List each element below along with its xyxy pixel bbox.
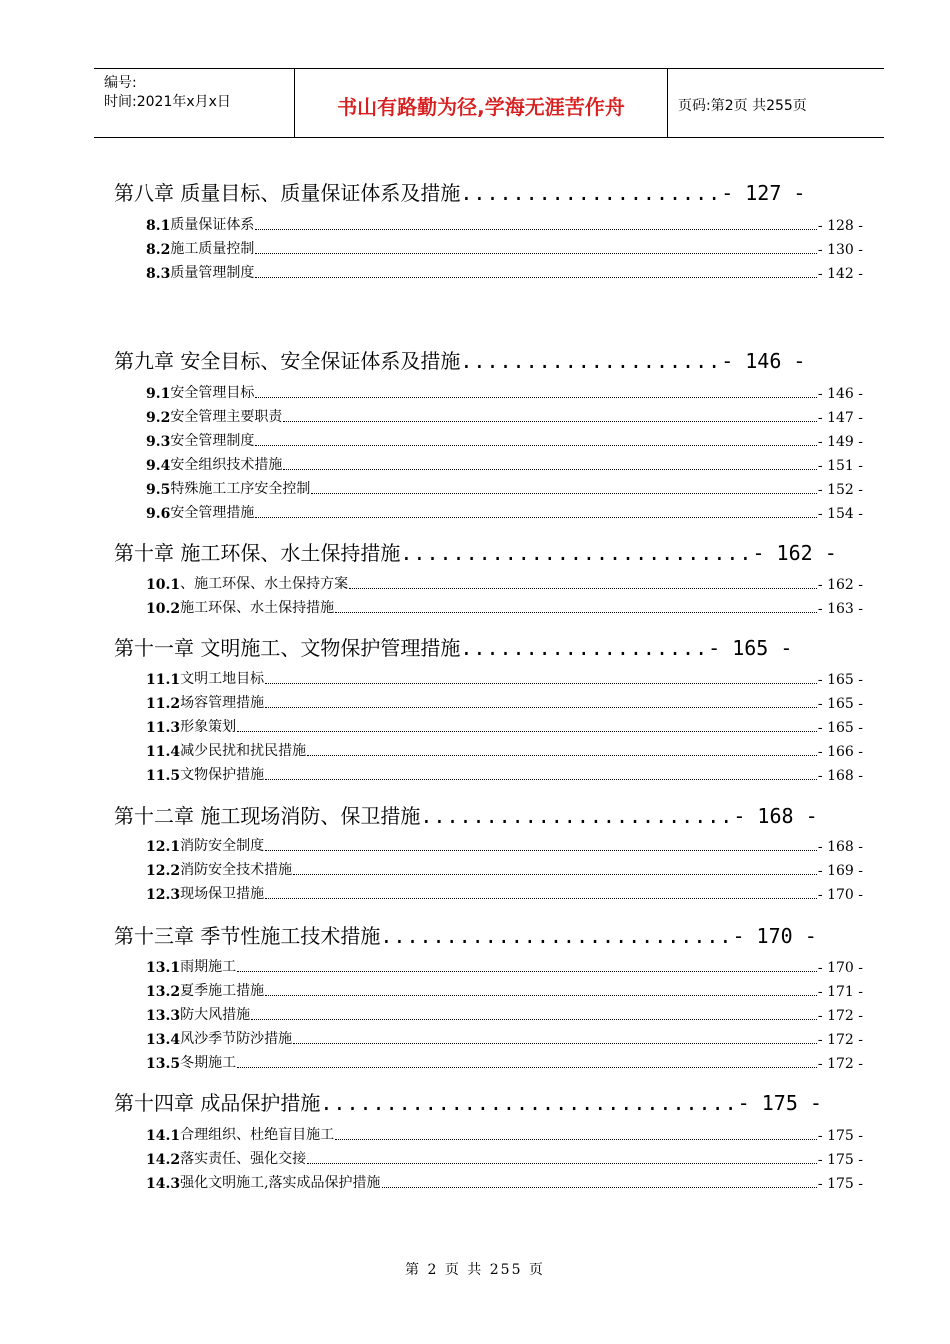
entry-leader-dots bbox=[237, 1066, 817, 1068]
entry-title: 形象策划 bbox=[180, 719, 237, 735]
entry-leader-dots bbox=[237, 970, 817, 972]
toc-entry[interactable] bbox=[146, 454, 863, 474]
entry-page-number: - 152 - bbox=[817, 482, 863, 498]
entry-leader-dots bbox=[283, 468, 817, 470]
entry-leader-dots bbox=[251, 1018, 817, 1020]
entry-title: 消防安全制度 bbox=[180, 838, 265, 854]
toc-entry[interactable] bbox=[146, 430, 863, 450]
entry-title: 冬期施工 bbox=[180, 1055, 237, 1071]
entry-page-number: - 175 - bbox=[817, 1176, 863, 1192]
entry-number: 12.3 bbox=[146, 887, 181, 903]
entry-title: 安全管理制度 bbox=[170, 433, 255, 449]
entry-leader-dots bbox=[382, 1186, 817, 1188]
entry-title: 施工环保、水土保持措施 bbox=[180, 600, 335, 616]
entry-page-number: - 169 - bbox=[817, 863, 863, 879]
entry-number: 14.1 bbox=[146, 1128, 181, 1144]
entry-title: 施工质量控制 bbox=[170, 241, 255, 257]
toc-entry[interactable] bbox=[146, 859, 863, 879]
entry-number: 13.5 bbox=[146, 1056, 181, 1072]
entry-leader-dots bbox=[255, 444, 817, 446]
entry-title: 落实责任、强化交接 bbox=[180, 1151, 307, 1167]
entry-leader-dots bbox=[255, 396, 817, 398]
entry-title: 文明工地目标 bbox=[180, 671, 265, 687]
entry-leader-dots bbox=[265, 682, 817, 684]
header-motto-cell bbox=[295, 69, 668, 137]
entry-page-number: - 165 - bbox=[817, 720, 863, 736]
chapter-title: 第十四章 成品保护措施 bbox=[114, 1091, 321, 1115]
entry-leader-dots bbox=[255, 228, 817, 230]
entry-number: 13.4 bbox=[146, 1032, 181, 1048]
entry-leader-dots bbox=[335, 611, 817, 613]
entry-page-number: - 175 - bbox=[817, 1128, 863, 1144]
entry-number: 13.3 bbox=[146, 1008, 181, 1024]
entry-leader-dots bbox=[265, 849, 817, 851]
entry-page-number: - 168 - bbox=[817, 768, 863, 784]
entry-leader-dots bbox=[265, 778, 817, 780]
entry-leader-dots bbox=[265, 706, 817, 708]
entry-number: 14.2 bbox=[146, 1152, 181, 1168]
toc-entry[interactable] bbox=[146, 1028, 863, 1048]
toc-entry[interactable] bbox=[146, 502, 863, 522]
entry-page-number: - 171 - bbox=[817, 984, 863, 1000]
entry-page-number: - 151 - bbox=[817, 458, 863, 474]
entry-leader-dots bbox=[293, 873, 817, 875]
page-footer: 第 2 页 共 255 页 bbox=[405, 1262, 545, 1278]
entry-number: 11.3 bbox=[146, 720, 181, 736]
chapter-heading[interactable] bbox=[114, 800, 818, 829]
chapter-title: 第十二章 施工现场消防、保卫措施 bbox=[114, 804, 421, 828]
toc-entry[interactable] bbox=[146, 956, 863, 976]
entry-page-number: - 175 - bbox=[817, 1152, 863, 1168]
chapter-title: 第九章 安全目标、安全保证体系及措施 bbox=[114, 349, 461, 373]
entry-leader-dots bbox=[237, 730, 817, 732]
toc-entry[interactable] bbox=[146, 262, 863, 282]
chapter-page-number: - 146 - bbox=[721, 349, 806, 373]
entry-page-number: - 130 - bbox=[817, 242, 863, 258]
entry-number: 11.4 bbox=[146, 744, 181, 760]
toc-entry[interactable] bbox=[146, 573, 863, 593]
entry-leader-dots bbox=[307, 1162, 817, 1164]
entry-title: 雨期施工 bbox=[180, 959, 237, 975]
entry-page-number: - 172 - bbox=[817, 1008, 863, 1024]
entry-number: 9.4 bbox=[146, 458, 171, 474]
entry-title: 减少民扰和扰民措施 bbox=[180, 743, 307, 759]
chapter-leader-dots: ........................... bbox=[380, 924, 733, 948]
entry-number: 11.5 bbox=[146, 768, 181, 784]
entry-title: 强化文明施工,落实成品保护措施 bbox=[180, 1175, 381, 1191]
toc-entry[interactable] bbox=[146, 597, 863, 617]
entry-page-number: - 149 - bbox=[817, 434, 863, 450]
entry-leader-dots bbox=[349, 587, 817, 589]
entry-leader-dots bbox=[255, 252, 817, 254]
toc-entry[interactable] bbox=[146, 692, 863, 712]
toc-entry[interactable] bbox=[146, 406, 863, 426]
entry-title: 场容管理措施 bbox=[180, 695, 265, 711]
entry-title: 特殊施工工序安全控制 bbox=[170, 481, 311, 497]
chapter-page-number: - 127 - bbox=[721, 181, 806, 205]
entry-page-number: - 165 - bbox=[817, 696, 863, 712]
chapter-heading[interactable] bbox=[114, 537, 837, 566]
header-info-cell bbox=[94, 69, 295, 137]
entry-leader-dots bbox=[255, 516, 817, 518]
toc-entry[interactable] bbox=[146, 1124, 863, 1144]
toc-entry[interactable] bbox=[146, 1148, 863, 1168]
entry-page-number: - 128 - bbox=[817, 218, 863, 234]
toc-entry[interactable] bbox=[146, 214, 863, 234]
entry-number: 9.1 bbox=[146, 386, 171, 402]
chapter-leader-dots: .................... bbox=[460, 349, 722, 373]
entry-page-number: - 165 - bbox=[817, 672, 863, 688]
entry-number: 13.1 bbox=[146, 960, 181, 976]
entry-number: 9.5 bbox=[146, 482, 171, 498]
entry-page-number: - 142 - bbox=[817, 266, 863, 282]
entry-page-number: - 166 - bbox=[817, 744, 863, 760]
header-page-code: 页码:第2页 共255页 bbox=[678, 98, 807, 114]
entry-page-number: - 146 - bbox=[817, 386, 863, 402]
entry-number: 11.1 bbox=[146, 672, 181, 688]
entry-number: 12.1 bbox=[146, 839, 181, 855]
entry-page-number: - 170 - bbox=[817, 960, 863, 976]
entry-number: 8.2 bbox=[146, 242, 171, 258]
entry-number: 9.3 bbox=[146, 434, 171, 450]
chapter-heading[interactable] bbox=[114, 345, 805, 374]
toc-entry[interactable] bbox=[146, 382, 863, 402]
entry-page-number: - 162 - bbox=[817, 577, 863, 593]
toc-entry[interactable] bbox=[146, 1052, 863, 1072]
entry-number: 10.2 bbox=[146, 601, 181, 617]
entry-number: 11.2 bbox=[146, 696, 181, 712]
toc-entry[interactable] bbox=[146, 883, 863, 903]
chapter-leader-dots: ................... bbox=[460, 636, 709, 660]
entry-title: 防大风措施 bbox=[180, 1007, 251, 1023]
chapter-heading[interactable] bbox=[114, 920, 817, 949]
chapter-heading[interactable] bbox=[114, 1087, 822, 1116]
chapter-page-number: - 170 - bbox=[732, 924, 817, 948]
entry-number: 14.3 bbox=[146, 1176, 181, 1192]
entry-leader-dots bbox=[255, 276, 817, 278]
toc-entry[interactable] bbox=[146, 980, 863, 1000]
entry-page-number: - 172 - bbox=[817, 1032, 863, 1048]
toc-entry[interactable] bbox=[146, 478, 863, 498]
entry-page-number: - 170 - bbox=[817, 887, 863, 903]
entry-title: 、施工环保、水土保持方案 bbox=[180, 576, 349, 592]
chapter-page-number: - 168 - bbox=[733, 804, 818, 828]
chapter-heading[interactable] bbox=[114, 177, 805, 206]
entry-page-number: - 168 - bbox=[817, 839, 863, 855]
entry-title: 安全组织技术措施 bbox=[170, 457, 283, 473]
entry-page-number: - 163 - bbox=[817, 601, 863, 617]
entry-leader-dots bbox=[265, 994, 817, 996]
chapter-title: 第十章 施工环保、水土保持措施 bbox=[114, 541, 401, 565]
page-header bbox=[94, 68, 884, 138]
entry-title: 夏季施工措施 bbox=[180, 983, 265, 999]
header-page-cell bbox=[668, 69, 884, 137]
chapter-page-number: - 162 - bbox=[752, 541, 837, 565]
entry-leader-dots bbox=[311, 492, 817, 494]
entry-title: 安全管理措施 bbox=[170, 505, 255, 521]
toc-entry[interactable] bbox=[146, 1172, 863, 1192]
chapter-leader-dots: ................................ bbox=[320, 1091, 738, 1115]
entry-leader-dots bbox=[293, 1042, 817, 1044]
chapter-title: 第十三章 季节性施工技术措施 bbox=[114, 924, 381, 948]
entry-leader-dots bbox=[265, 897, 817, 899]
entry-page-number: - 172 - bbox=[817, 1056, 863, 1072]
document-time-label: 时间:2021年x月x日 bbox=[104, 94, 231, 110]
entry-title: 安全管理主要职责 bbox=[170, 409, 283, 425]
chapter-title: 第八章 质量目标、质量保证体系及措施 bbox=[114, 181, 461, 205]
chapter-page-number: - 165 - bbox=[708, 636, 793, 660]
entry-title: 安全管理目标 bbox=[170, 385, 255, 401]
toc-entry[interactable] bbox=[146, 716, 863, 736]
toc-entry[interactable] bbox=[146, 835, 863, 855]
entry-title: 合理组织、杜绝盲目施工 bbox=[180, 1127, 335, 1143]
header-motto: 书山有路勤为径,学海无涯苦作舟 bbox=[337, 95, 625, 119]
entry-leader-dots bbox=[335, 1138, 817, 1140]
toc-entry[interactable] bbox=[146, 668, 863, 688]
entry-leader-dots bbox=[307, 754, 817, 756]
document-number-label: 编号: bbox=[104, 75, 137, 91]
entry-number: 9.6 bbox=[146, 506, 171, 522]
entry-title: 消防安全技术措施 bbox=[180, 862, 293, 878]
chapter-page-number: - 175 - bbox=[737, 1091, 822, 1115]
entry-number: 8.3 bbox=[146, 266, 171, 282]
entry-page-number: - 147 - bbox=[817, 410, 863, 426]
entry-number: 9.2 bbox=[146, 410, 171, 426]
entry-leader-dots bbox=[283, 420, 817, 422]
chapter-title: 第十一章 文明施工、文物保护管理措施 bbox=[114, 636, 461, 660]
entry-number: 12.2 bbox=[146, 863, 181, 879]
entry-title: 文物保护措施 bbox=[180, 767, 265, 783]
entry-number: 13.2 bbox=[146, 984, 181, 1000]
toc-entry[interactable] bbox=[146, 740, 863, 760]
entry-title: 质量管理制度 bbox=[170, 265, 255, 281]
entry-title: 风沙季节防沙措施 bbox=[180, 1031, 293, 1047]
entry-title: 质量保证体系 bbox=[170, 217, 255, 233]
toc-entry[interactable] bbox=[146, 238, 863, 258]
chapter-leader-dots: .................... bbox=[460, 181, 722, 205]
chapter-leader-dots: ........................ bbox=[420, 804, 734, 828]
toc-entry[interactable] bbox=[146, 764, 863, 784]
entry-number: 8.1 bbox=[146, 218, 171, 234]
chapter-leader-dots: ........................... bbox=[400, 541, 753, 565]
entry-title: 现场保卫措施 bbox=[180, 886, 265, 902]
entry-number: 10.1 bbox=[146, 577, 181, 593]
chapter-heading[interactable] bbox=[114, 632, 792, 661]
toc-entry[interactable] bbox=[146, 1004, 863, 1024]
entry-page-number: - 154 - bbox=[817, 506, 863, 522]
